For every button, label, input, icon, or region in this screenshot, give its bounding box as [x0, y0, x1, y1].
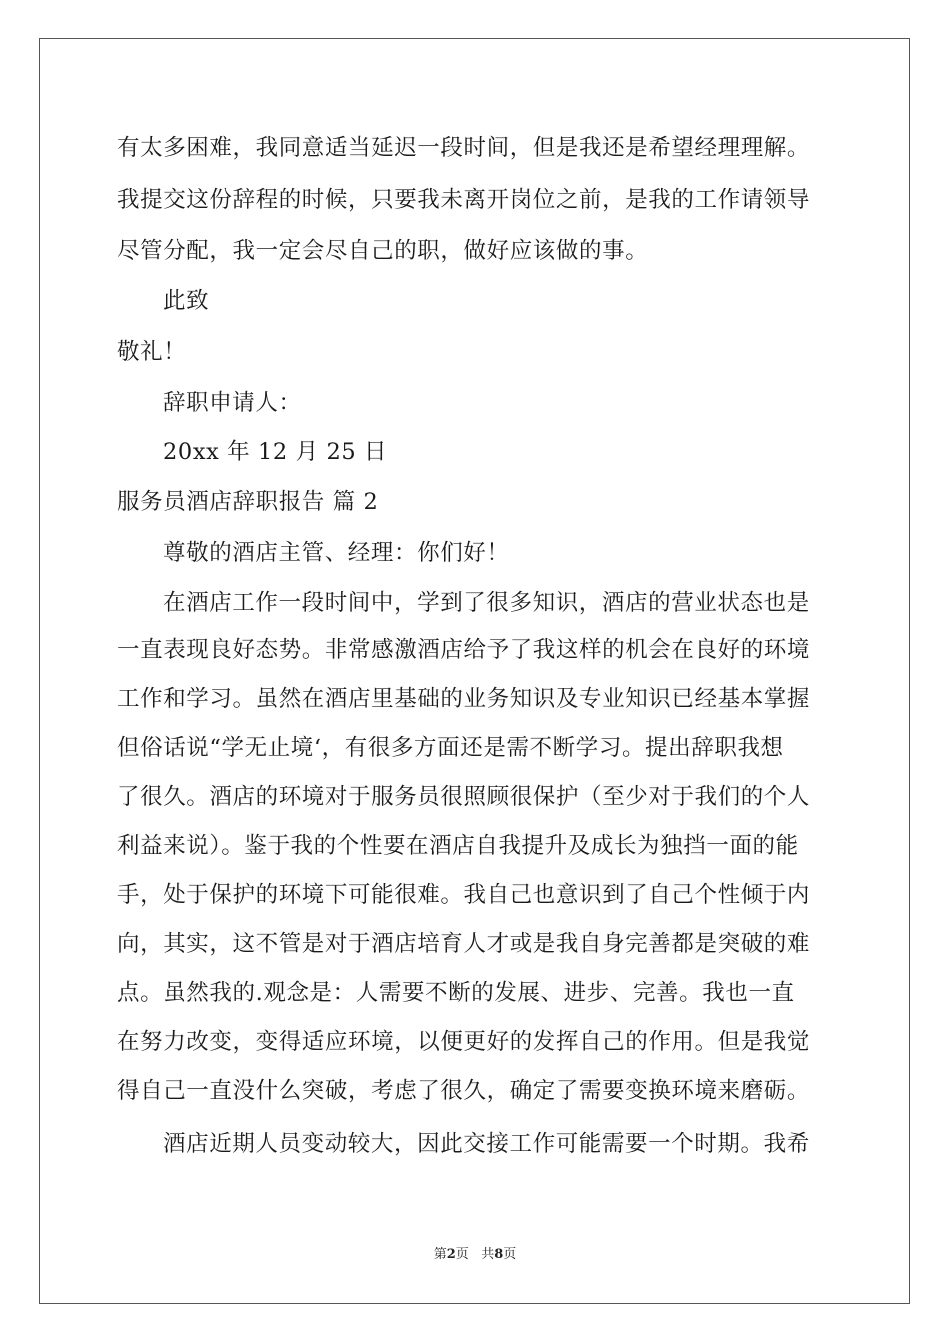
page-prefix: 第	[433, 1247, 447, 1262]
body-line: 我提交这份辞程的时候，只要我未离开岗位之前，是我的工作请领导	[117, 187, 811, 213]
page-total: 8	[494, 1247, 504, 1262]
section-title: 服务员酒店辞职报告 篇 2	[117, 489, 379, 515]
body-line: 得自己一直没什么突破，考虑了很久，确定了需要变换环境来磨砺。	[117, 1078, 811, 1104]
body-line: 向，其实，这不管是对于酒店培育人才或是我自身完善都是突破的难	[117, 931, 811, 957]
salutation-line: 此致	[163, 288, 210, 314]
body-line: 一直表现良好态势。非常感激酒店给予了我这样的机会在良好的环境	[117, 637, 811, 663]
body-line: 利益来说）。鉴于我的个性要在酒店自我提升及成长为独挡一面的能	[117, 833, 799, 859]
body-line: 在努力改变，变得适应环境，以便更好的发挥自己的作用。但是我觉	[117, 1029, 811, 1055]
body-line: 了很久。酒店的环境对于服务员很照顾很保护（至少对于我们的个人	[117, 784, 811, 810]
page-label: 页	[455, 1247, 469, 1262]
total-label: 页	[503, 1247, 517, 1262]
body-line: 但俗话说“学无止境‘，有很多方面还是需不断学习。提出辞职我想	[117, 735, 784, 761]
body-line: 在酒店工作一段时间中，学到了很多知识，酒店的营业状态也是	[163, 590, 810, 616]
body-line: 点。虽然我的.观念是：人需要不断的发展、进步、完善。我也一直	[117, 980, 795, 1006]
signature-label: 辞职申请人：	[163, 390, 302, 416]
page-footer	[0, 1243, 950, 1262]
page-border	[39, 38, 910, 1304]
body-line: 尽管分配，我一定会尽自己的职，做好应该做的事。	[117, 238, 649, 264]
body-line: 工作和学习。虽然在酒店里基础的业务知识及专业知识已经基本掌握	[117, 686, 811, 712]
greeting-line: 尊敬的酒店主管、经理：你们好！	[163, 540, 510, 566]
salutation-line: 敬礼！	[117, 339, 187, 365]
date-line: 20xx 年 12 月 25 日	[163, 439, 388, 465]
body-line: 有太多困难，我同意适当延迟一段时间，但是我还是希望经理理解。	[117, 135, 811, 161]
total-prefix: 共	[481, 1247, 495, 1262]
body-line: 手，处于保护的环境下可能很难。我自己也意识到了自己个性倾于内	[117, 882, 811, 908]
page-current: 2	[446, 1247, 456, 1262]
body-line: 酒店近期人员变动较大，因此交接工作可能需要一个时期。我希	[163, 1131, 810, 1157]
